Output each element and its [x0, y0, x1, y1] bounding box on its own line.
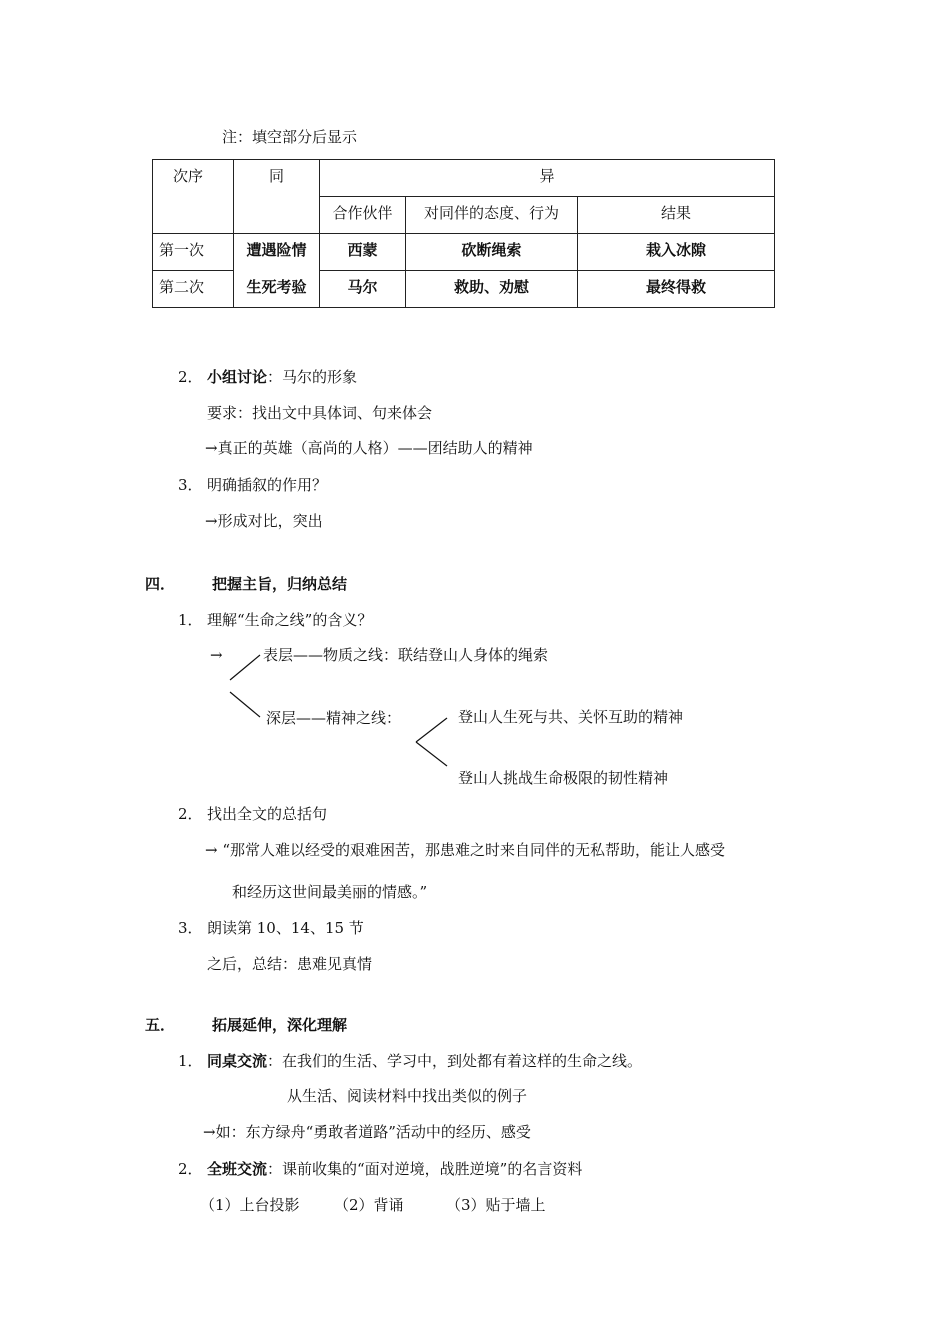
s4-item3-num: 3．	[178, 919, 203, 937]
s4-num: 四．	[145, 575, 176, 593]
option-1: （1）上台投影	[200, 1196, 300, 1214]
s5-item1-arrow-line: →如：东方绿舟“勇敢者道路”活动中的经历、感受	[203, 1123, 531, 1141]
deep-branch-b: 登山人挑战生命极限的韧性精神	[458, 769, 669, 787]
surface-line: 表层——物质之线：联结登山人身体的绳索	[263, 646, 549, 664]
subheader-attitude: 对同伴的态度、行为	[406, 197, 578, 234]
subheader-partner: 合作伙伴	[320, 197, 406, 234]
s5-item1	[207, 1051, 642, 1071]
s3-item3-text: 明确插叙的作用？	[207, 476, 328, 494]
s4-item2-num: 2．	[178, 805, 203, 823]
quote-line-2: 和经历这世间最美丽的情感。”	[232, 883, 428, 901]
s3-item2-rest: ：马尔的形象	[267, 368, 358, 386]
s4-item1-text: 理解“生命之线”的含义？	[207, 611, 373, 629]
s5-item2-rest: ：课前收集的“面对逆境，战胜逆境”的名言资料	[267, 1160, 583, 1178]
arrow-icon: →	[205, 841, 218, 859]
row-result: 最终得救	[578, 271, 775, 308]
arrow-icon: →	[205, 439, 218, 457]
s5-num: 五．	[145, 1016, 176, 1034]
deep-line: 深层——精神之线：	[266, 709, 402, 727]
row-order: 第二次	[153, 271, 234, 308]
arrow-icon: →	[210, 646, 223, 664]
s3-item2-num: 2．	[178, 368, 203, 386]
row-partner: 西蒙	[320, 234, 406, 271]
row-attitude: 救助、劝慰	[406, 271, 578, 308]
s4-item2-text: 找出全文的总括句	[207, 805, 328, 823]
s5-item2-num: 2．	[178, 1160, 203, 1178]
s5-item1-bold: 同桌交流	[207, 1052, 268, 1070]
s3-item2-arrow-line: →真正的英雄（高尚的人格）——团结助人的精神	[205, 439, 533, 457]
s5-item2-bold: 全班交流	[207, 1160, 268, 1178]
option-2: （2）背诵	[334, 1196, 404, 1214]
arrow-icon: →	[203, 1123, 216, 1141]
s3-item2-bold: 小组讨论	[207, 368, 268, 386]
subheader-result: 结果	[578, 197, 775, 234]
s5-item1-num: 1．	[178, 1052, 203, 1070]
s5-item2	[207, 1159, 582, 1179]
note-text: 注：填空部分后显示	[222, 128, 358, 146]
s5-item1-sub: 从生活、阅读材料中找出类似的例子	[287, 1087, 528, 1105]
row-same: 生死考验	[234, 271, 320, 308]
s5-title: 拓展延伸，深化理解	[212, 1016, 348, 1034]
row-result: 栽入冰隙	[578, 234, 775, 271]
quote-line-1: → “那常人难以经受的艰难困苦，那患难之时来自同伴的无私帮助，能让人感受	[205, 841, 726, 859]
row-partner: 马尔	[320, 271, 406, 308]
s4-item3-after: 之后，总结：患难见真情	[207, 955, 373, 973]
s4-item3-text: 朗读第 10、14、15 节	[207, 919, 364, 937]
s4-item1-num: 1．	[178, 611, 203, 629]
arrow-icon: →	[205, 512, 218, 530]
header-same: 同	[234, 160, 320, 234]
deep-branch-a: 登山人生死与共、关怀互助的精神	[458, 708, 684, 726]
row-same: 遭遇险情	[234, 234, 320, 271]
option-3: （3）贴于墙上	[446, 1196, 546, 1214]
s4-title: 把握主旨，归纳总结	[212, 575, 348, 593]
s5-item1-rest: ：在我们的生活、学习中，到处都有着这样的生命之线。	[267, 1052, 643, 1070]
row-order: 第一次	[153, 234, 234, 271]
row-attitude: 砍断绳索	[406, 234, 578, 271]
s3-item3-num: 3．	[178, 476, 203, 494]
s3-item2-req: 要求：找出文中具体词、句来体会	[207, 404, 433, 422]
header-diff: 异	[320, 160, 775, 197]
s3-item3-arrow-line: →形成对比，突出	[205, 512, 323, 530]
header-order: 次序	[153, 160, 234, 234]
